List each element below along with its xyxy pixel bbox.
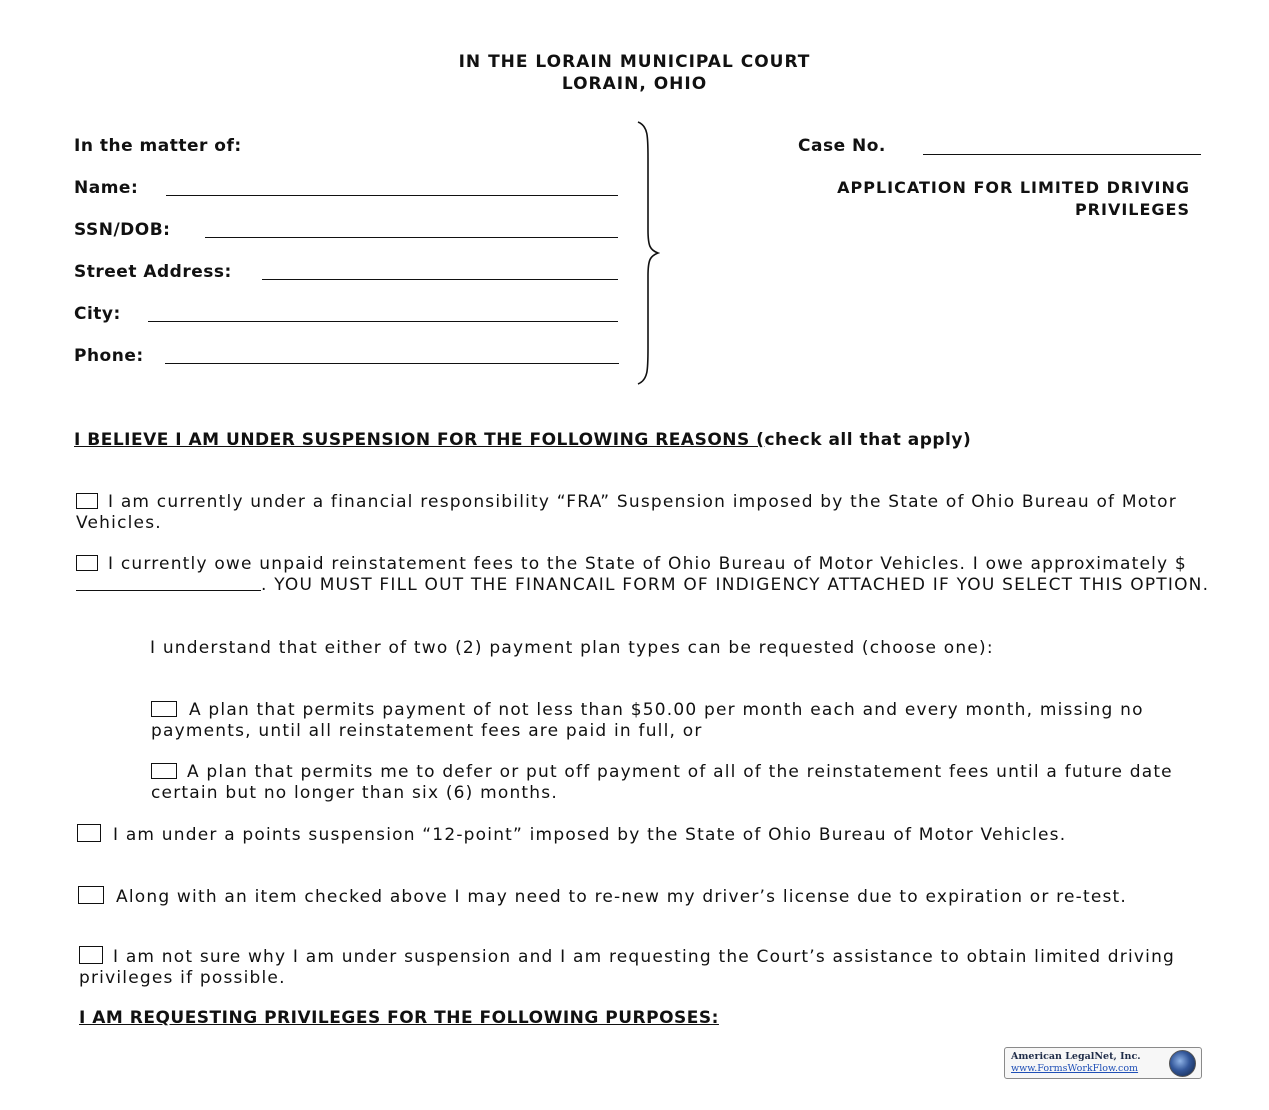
plan-defer-checkbox[interactable] [151, 763, 177, 779]
points-suspension-text: I am under a points suspension “12-point” imposed by the State of Ohio Bureau of Motor Vehicles. [113, 825, 1067, 845]
name-field[interactable] [166, 195, 618, 196]
renew-license-item [78, 886, 1158, 908]
purposes-heading-text: I AM REQUESTING PRIVILEGES FOR THE FOLLOWING PURPOSES: [79, 1008, 719, 1028]
case-number-field[interactable] [923, 154, 1201, 155]
court-location: LORAIN, OHIO [561, 74, 708, 94]
payment-plan-intro: I understand that either of two (2) payment plan types can be requested (choose one): [150, 638, 994, 658]
city-field[interactable] [148, 321, 618, 322]
reinstatement-fees-checkbox[interactable] [76, 555, 98, 571]
reasons-heading-note: check all that apply) [764, 430, 972, 450]
points-suspension-checkbox[interactable] [77, 824, 101, 842]
name-label: Name: [74, 178, 139, 198]
fra-suspension-checkbox[interactable] [76, 493, 98, 509]
ssn-dob-label: SSN/DOB: [74, 220, 171, 240]
fra-suspension-item [76, 492, 1186, 534]
form-title-line2: PRIVILEGES [1074, 200, 1190, 219]
phone-field[interactable] [165, 363, 619, 364]
logo-company-name: American LegalNet, Inc. [1011, 1051, 1141, 1062]
plan-monthly-checkbox[interactable] [151, 701, 177, 717]
court-name: IN THE LORAIN MUNICIPAL COURT [458, 52, 811, 72]
plan-defer-item [151, 762, 1191, 804]
matter-label: In the matter of: [74, 136, 242, 156]
street-address-field[interactable] [262, 279, 618, 280]
plan-monthly-text: A plan that permits payment of not less than $50.00 per month each and every month, missing no payments, until all reinstatement fees are paid in full, or [151, 700, 1144, 741]
reinstatement-fees-text: I currently owe unpaid reinstatement fees to the State of Ohio Bureau of Motor Vehicles. I owe approximately $ [108, 554, 1187, 574]
ssn-dob-field[interactable] [205, 237, 618, 238]
renew-license-checkbox[interactable] [78, 886, 104, 904]
renew-license-text: Along with an item checked above I may need to re-new my driver’s license due to expiration or re-test. [116, 887, 1128, 907]
caption-brace [630, 118, 660, 388]
city-label: City: [74, 304, 121, 324]
indigency-notice-text: . YOU MUST FILL OUT THE FINANCAIL FORM OF INDIGENCY ATTACHED IF YOU SELECT THIS OPTION. [261, 575, 1210, 595]
reasons-heading-underlined: I BELIEVE I AM UNDER SUSPENSION FOR THE FOLLOWING REASONS ( [74, 430, 765, 450]
logo-website-link[interactable]: www.FormsWorkFlow.com [1011, 1063, 1139, 1074]
reinstatement-fees-item [76, 554, 1216, 596]
fees-amount-field[interactable] [76, 576, 261, 591]
street-address-label: Street Address: [74, 262, 232, 282]
plan-defer-text: A plan that permits me to defer or put off payment of all of the reinstatement fees until a future date certain but no longer than six (6) months. [151, 762, 1173, 803]
unsure-reason-item [79, 946, 1189, 989]
fra-suspension-text: I am currently under a financial responsibility “FRA” Suspension imposed by the State of Ohio Bureau of Motor Vehicles. [76, 492, 1177, 533]
phone-label: Phone: [74, 346, 144, 366]
globe-icon [1169, 1050, 1196, 1077]
form-title-line1: APPLICATION FOR LIMITED DRIVING [837, 178, 1190, 197]
reasons-heading [74, 430, 1224, 450]
case-number-label: Case No. [798, 136, 886, 156]
plan-monthly-item [151, 700, 1161, 742]
points-suspension-item [77, 824, 1197, 846]
americanlegalnet-logo[interactable] [1004, 1047, 1202, 1079]
unsure-reason-checkbox[interactable] [79, 946, 103, 964]
unsure-reason-text: I am not sure why I am under suspension and I am requesting the Court’s assistance to obtain limited driving privileges if possible. [79, 947, 1176, 988]
purposes-heading [79, 1008, 719, 1028]
